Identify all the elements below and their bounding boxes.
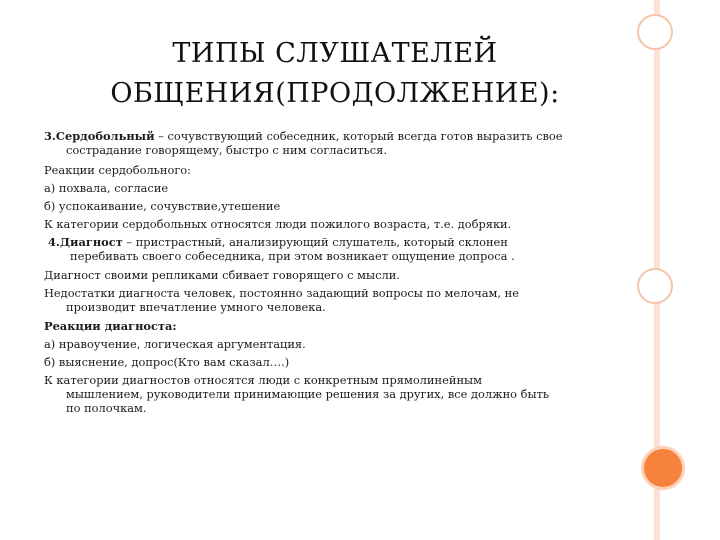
diagnostician-definition-text: – пристрастный, анализирующий слушатель, который склонен: [122, 235, 508, 249]
slide-body: [44, 129, 624, 415]
diagnostician-drawbacks-continuation: производит впечатление умного человека.: [66, 300, 326, 314]
diagnostician-category-continuation-2: по полочкам.: [66, 401, 147, 415]
paragraph-sympathetic-reactions-heading: Реакции сердобольного:: [44, 163, 191, 177]
rail-circle-middle: [637, 268, 673, 304]
paragraph-sympathetic-reaction-a: а) похвала, согласие: [44, 181, 169, 195]
diagnostician-definition-continuation: перебивать своего собеседника, при этом возникает ощущение допроса .: [70, 249, 515, 263]
paragraph-diagnostician-drawbacks: [44, 286, 624, 314]
diagnostician-category-text: К категории диагностов относятся люди с конкретным прямолинейным: [44, 373, 482, 387]
slide-title-line-1: ТИПЫ СЛУШАТЕЛЕЙ: [172, 38, 498, 69]
slide-title-line-2: ОБЩЕНИЯ(ПРОДОЛЖЕНИЕ):: [110, 78, 560, 109]
paragraph-sympathetic-category: К категории сердобольных относятся люди пожилого возраста, т.е. добряки.: [44, 217, 512, 231]
slide-title: [70, 34, 600, 114]
paragraph-diagnostician-reaction-a: а) нравоучение, логическая аргументация.: [44, 337, 306, 351]
paragraph-diagnostician-reactions-heading: [44, 319, 624, 333]
rail-circle-top: [637, 14, 673, 50]
diagnostician-reactions-heading-text: Реакции диагноста:: [44, 319, 177, 333]
paragraph-diagnostician-reaction-b: б) выяснение, допрос(Кто вам сказал….): [44, 355, 290, 369]
paragraph-diagnostician-category: [44, 373, 624, 415]
term-diagnostician: 4.Диагност: [48, 235, 123, 249]
paragraph-diagnostician-definition: [44, 235, 624, 263]
paragraph-sympathetic-definition: [44, 129, 624, 157]
sympathetic-definition-continuation: сострадание говорящему, быстро с ним согласиться.: [66, 143, 387, 157]
term-sympathetic: 3.Сердобольный: [44, 129, 155, 143]
paragraph-sympathetic-reaction-b: б) успокаивание, сочувствие,утешение: [44, 199, 281, 213]
paragraph-diagnostician-remarks: Диагност своими репликами сбивает говорящего с мысли.: [44, 268, 400, 282]
rail-circle-accent: [641, 446, 685, 490]
diagnostician-drawbacks-text: Недостатки диагноста человек, постоянно задающий вопросы по мелочам, не: [44, 286, 519, 300]
diagnostician-category-continuation-1: мышлением, руководители принимающие решения за других, все должно быть: [66, 387, 550, 401]
sympathetic-definition-text: – сочувствующий собеседник, который всегда готов выразить свое: [154, 129, 563, 143]
